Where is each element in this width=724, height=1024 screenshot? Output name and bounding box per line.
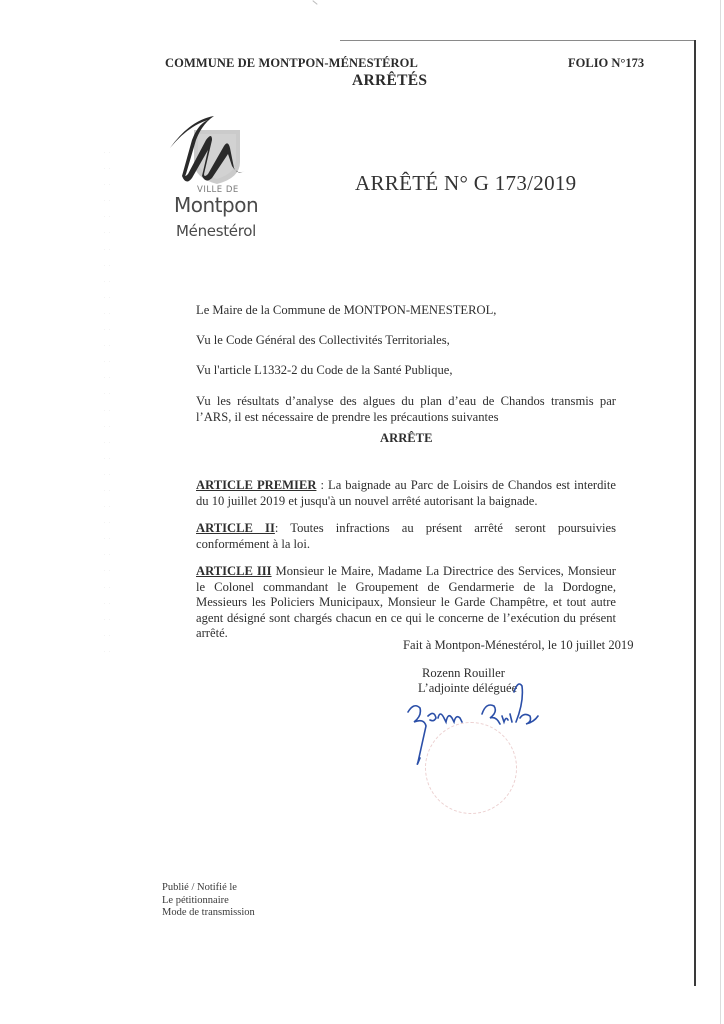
margin-binding-marks: · · · · · · · · · · · · · · · · · · · · · · · · · · · · · · · · · · · · · · · · · · · · · · · · · · · · · · · · · · · · · · · · — [104, 150, 111, 654]
frame-right-border — [694, 40, 696, 986]
logo-montpon: Montpon — [174, 193, 259, 217]
arrete-number: ARRÊTÉ N° G 173/2019 — [355, 171, 577, 195]
article-premier — [196, 478, 616, 509]
footer-transmission-line: Mode de transmission — [162, 907, 255, 918]
footer-published-line: Publié / Notifié le — [162, 882, 237, 893]
signer-name: Rozenn Rouiller — [422, 666, 505, 680]
logo-ville-de: VILLE DE — [197, 185, 239, 195]
article-iii-text: Monsieur le Maire, Madame La Directrice des Services, Monsieur le Colonel commandant le Groupement de Gendarmerie de la Dordogne, Messieurs les Policiers Municipaux, Monsieur le Garde Champêtre, et tout autre agent désigné sont chargés chacun en ce qui le concerne de l’exécution du présent arrêté. — [196, 564, 616, 640]
folio-number: FOLIO N°173 — [568, 56, 645, 70]
decision-heading: ARRÊTE — [380, 431, 433, 445]
handwritten-signature-icon — [400, 672, 570, 772]
commune-name: COMMUNE DE MONTPON-MÉNESTÉROL — [165, 56, 418, 70]
frame-top-border — [340, 40, 696, 41]
signer-role: L’adjointe déléguée — [418, 681, 518, 695]
preamble-analysis-results: Vu les résultats d’analyse des algues du plan d’eau de Chandos transmis par l’ARS, il est nécessaire de prendre les précautions suivantes — [196, 394, 616, 424]
article-premier-separator: : — [316, 478, 328, 492]
preamble-article-sante: Vu l'article L1332-2 du Code de la Santé Publique, — [196, 363, 453, 377]
register-title: ARRÊTÉS — [352, 72, 428, 89]
article-ii — [196, 521, 616, 552]
page-edge — [720, 0, 721, 1024]
preamble-code-general: Vu le Code Général des Collectivités Territoriales, — [196, 333, 450, 347]
article-iii-label: ARTICLE III — [196, 564, 272, 578]
logo-menesterol: Ménestérol — [176, 222, 257, 240]
publication-footer — [162, 882, 255, 920]
preamble-mayor: Le Maire de la Commune de MONTPON-MENESTEROL, — [196, 303, 497, 317]
article-ii-separator: : — [274, 521, 291, 535]
scan-artifact — [312, 0, 317, 5]
article-ii-text: Toutes infractions au présent arrêté seront poursuivies conformément à la loi. — [196, 521, 616, 551]
article-ii-label: ARTICLE II — [196, 521, 275, 535]
footer-petitioner-line: Le pétitionnaire — [162, 894, 229, 906]
article-premier-label: ARTICLE PREMIER — [196, 478, 317, 492]
place-and-date: Fait à Montpon-Ménestérol, le 10 juillet 2019 — [403, 638, 634, 652]
article-premier-text: La baignade au Parc de Loisirs de Chandos est interdite du 10 juillet 2019 et jusqu'à un nouvel arrêté autorisant la baignade. — [196, 478, 617, 508]
article-iii — [196, 564, 616, 642]
